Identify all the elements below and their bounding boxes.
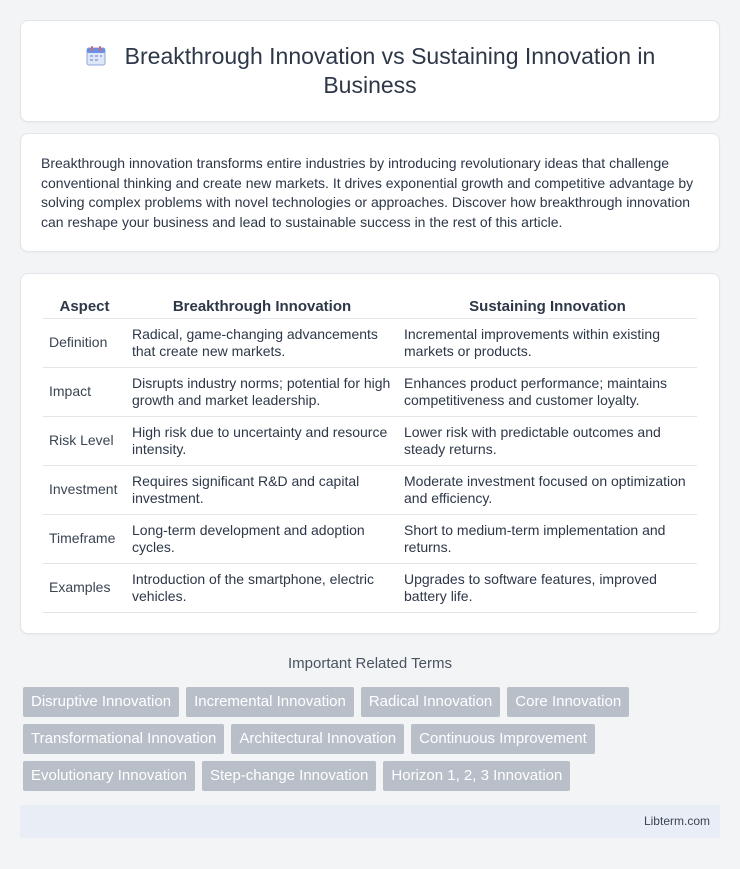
tag-architectural-innovation[interactable]: Architectural Innovation: [231, 724, 404, 754]
tag-continuous-improvement[interactable]: Continuous Improvement: [411, 724, 595, 754]
comparison-table: [43, 294, 697, 613]
row-aspect: Impact: [43, 368, 126, 417]
tag-step-change-innovation[interactable]: Step-change Innovation: [202, 761, 376, 791]
row-breakthrough: High risk due to uncertainty and resource intensity.: [126, 417, 398, 466]
row-aspect: Risk Level: [43, 417, 126, 466]
row-breakthrough: Introduction of the smartphone, electric vehicles.: [126, 564, 398, 613]
tag-evolutionary-innovation[interactable]: Evolutionary Innovation: [23, 761, 195, 791]
page-title-text: Breakthrough Innovation vs Sustaining Innovation in Business: [124, 43, 656, 98]
table-row: [43, 466, 697, 515]
table-header-row: [43, 294, 697, 319]
header-aspect: Aspect: [43, 294, 126, 319]
tag-horizon-innovation[interactable]: Horizon 1, 2, 3 Innovation: [383, 761, 570, 791]
table-row: [43, 319, 697, 368]
footer: [20, 805, 720, 838]
calendar-icon: [85, 45, 107, 67]
table-row: [43, 368, 697, 417]
row-breakthrough: Radical, game-changing advancements that create new markets.: [126, 319, 398, 368]
row-aspect: Investment: [43, 466, 126, 515]
footer-site-link[interactable]: Libterm.com: [643, 814, 710, 828]
title-wrap: [51, 42, 689, 100]
row-breakthrough: Disrupts industry norms; potential for high growth and market leadership.: [126, 368, 398, 417]
row-sustaining: Enhances product performance; maintains competitiveness and customer loyalty.: [398, 368, 697, 417]
intro-paragraph: Breakthrough innovation transforms entire industries by introducing revolutionary ideas that challenge conventional thinking and create new markets. It drives exponential growth and competitive advantage by solving complex problems with novel technologies or approaches. Discover how breakthrough innovation can reshape your business and lead to sustainable success in the rest of this article.: [41, 155, 694, 230]
row-aspect: Examples: [43, 564, 126, 613]
tag-row: [23, 724, 723, 754]
row-breakthrough: Long-term development and adoption cycles.: [126, 515, 398, 564]
table-row: [43, 515, 697, 564]
tag-radical-innovation[interactable]: Radical Innovation: [361, 687, 500, 717]
title-card: [20, 20, 720, 122]
table-row: [43, 564, 697, 613]
row-sustaining: Moderate investment focused on optimization and efficiency.: [398, 466, 697, 515]
header-sustaining: Sustaining Innovation: [398, 294, 697, 319]
row-aspect: Timeframe: [43, 515, 126, 564]
tag-transformational-innovation[interactable]: Transformational Innovation: [23, 724, 224, 754]
tag-row: [23, 761, 723, 791]
related-terms-heading: Important Related Terms: [288, 655, 452, 672]
tag-core-innovation[interactable]: Core Innovation: [507, 687, 629, 717]
row-sustaining: Lower risk with predictable outcomes and steady returns.: [398, 417, 697, 466]
header-breakthrough: Breakthrough Innovation: [126, 294, 398, 319]
row-breakthrough: Requires significant R&D and capital investment.: [126, 466, 398, 515]
tag-row: [23, 687, 723, 717]
related-terms-list: [23, 687, 723, 798]
comparison-card: [20, 273, 720, 634]
table-row: [43, 417, 697, 466]
intro-card: [20, 133, 720, 252]
row-sustaining: Incremental improvements within existing markets or products.: [398, 319, 697, 368]
row-aspect: Definition: [43, 319, 126, 368]
row-sustaining: Short to medium-term implementation and returns.: [398, 515, 697, 564]
tag-incremental-innovation[interactable]: Incremental Innovation: [186, 687, 354, 717]
row-sustaining: Upgrades to software features, improved battery life.: [398, 564, 697, 613]
page-title: [85, 43, 656, 98]
tag-disruptive-innovation[interactable]: Disruptive Innovation: [23, 687, 179, 717]
